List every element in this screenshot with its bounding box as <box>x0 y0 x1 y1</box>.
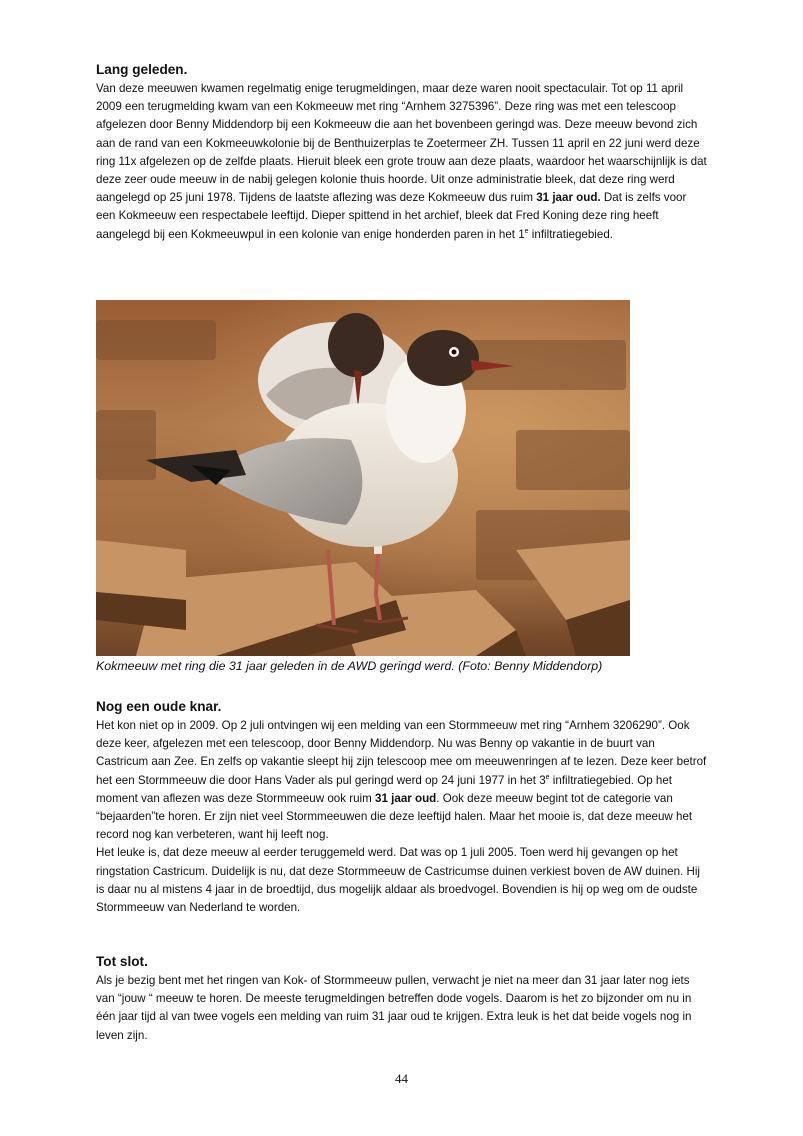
section-oude-knar <box>96 698 708 917</box>
gull-photo <box>96 300 630 656</box>
section-heading: Tot slot. <box>96 954 148 969</box>
paragraph: Het kon niet op in 2009. Op 2 juli ontvingen wij een melding van een Stormmeeuw met ring “Arnhem 3206290”. Ook deze keer, afgelezen met een telescoop, door Benny Middendorp. Nu was Benny op vakantie in de buurt van Castricum aan Zee. En zelfs op vakantie sleept hij zijn telescoop mee om meeuwenringen af te lezen. Deze keer betrof het een Stormmeeuw die door Hans Vader als pul geringd werd op 24 juni 1977 in het 3e infiltratiegebied. Op het moment van aflezen was deze Stormmeeuw ook ruim 31 jaar oud. Ook deze meeuw begint tot de categorie van “bejaarden”te horen. Er zijn niet veel Stormmeeuwen die deze leeftijd halen. Maar het mooie is, dat deze meeuw het record nog kan verbeteren, want hij leeft nog. <box>96 719 707 842</box>
section-lang-geleden <box>96 61 708 244</box>
paragraph: Van deze meeuwen kwamen regelmatig enige terugmeldingen, maar deze waren nooit spectaculair. Tot op 11 april 2009 een terugmelding kwam van een Kokmeeuw met ring “Arnhem 3275396”. Deze ring was met een telescoop afgelezen door Benny Middendorp bij een Kokmeeuw die aan het bovenbeen geringd was. Deze meeuw bevond zich aan de rand van een Kokmeeuwkolonie bij de Benthuizerplas te Zoetermeer ZH. Tussen 11 april en 22 juni werd deze ring 11x afgelezen op de zelfde plaats. Hieruit bleek een grote trouw aan deze plaats, waardoor het waarschijnlijk is dat deze zeer oude meeuw in de nabij gelegen kolonie thuis hoorde. Uit onze administratie bleek, dat deze ring werd aangelegd op 25 juni 1978. Tijdens de laatste aflezing was deze Kokmeeuw dus ruim 31 jaar oud. Dat is zelfs voor een Kokmeeuw een respectabele leeftijd. Dieper spittend in het archief, bleek dat Fred Koning deze ring heeft aangelegd bij een Kokmeeuwpul in een kolonie van enige honderden paren in het 1e infiltratiegebied. <box>96 82 707 241</box>
page-number: 44 <box>395 1071 408 1086</box>
paragraph: Het leuke is, dat deze meeuw al eerder teruggemeld werd. Dat was op 1 juli 2005. Toen werd hij gevangen op het ringstation Castricum. Duidelijk is nu, dat deze Stormmeeuw de Castricumse duinen verkiest boven de AW duinen. Hij is daar nu al mistens 4 jaar in de broedtijd, dus mogelijk aldaar als broedvogel. Bovendien is hij op weg om de oudste Stormmeeuw van Nederland te worden. <box>96 846 701 915</box>
paragraph: Als je bezig bent met het ringen van Kok- of Stormmeeuw pullen, verwacht je niet na meer dan 31 jaar later nog iets van “jouw “ meeuw te horen. De meeste terugmeldingen betreffen dode vogels. Daarom is het zo bijzonder om nu in één jaar tijd al van twee vogels een melding van ruim 31 jaar oud te krijgen. Extra leuk is het dat beide vogels nog in leven zijn. <box>96 974 692 1042</box>
photo-caption: Kokmeeuw met ring die 31 jaar geleden in de AWD geringd werd. (Foto: Benny Middendorp) <box>96 659 603 673</box>
section-heading: Nog een oude knar. <box>96 699 222 714</box>
section-tot-slot <box>96 953 708 1045</box>
section-heading: Lang geleden. <box>96 62 188 77</box>
